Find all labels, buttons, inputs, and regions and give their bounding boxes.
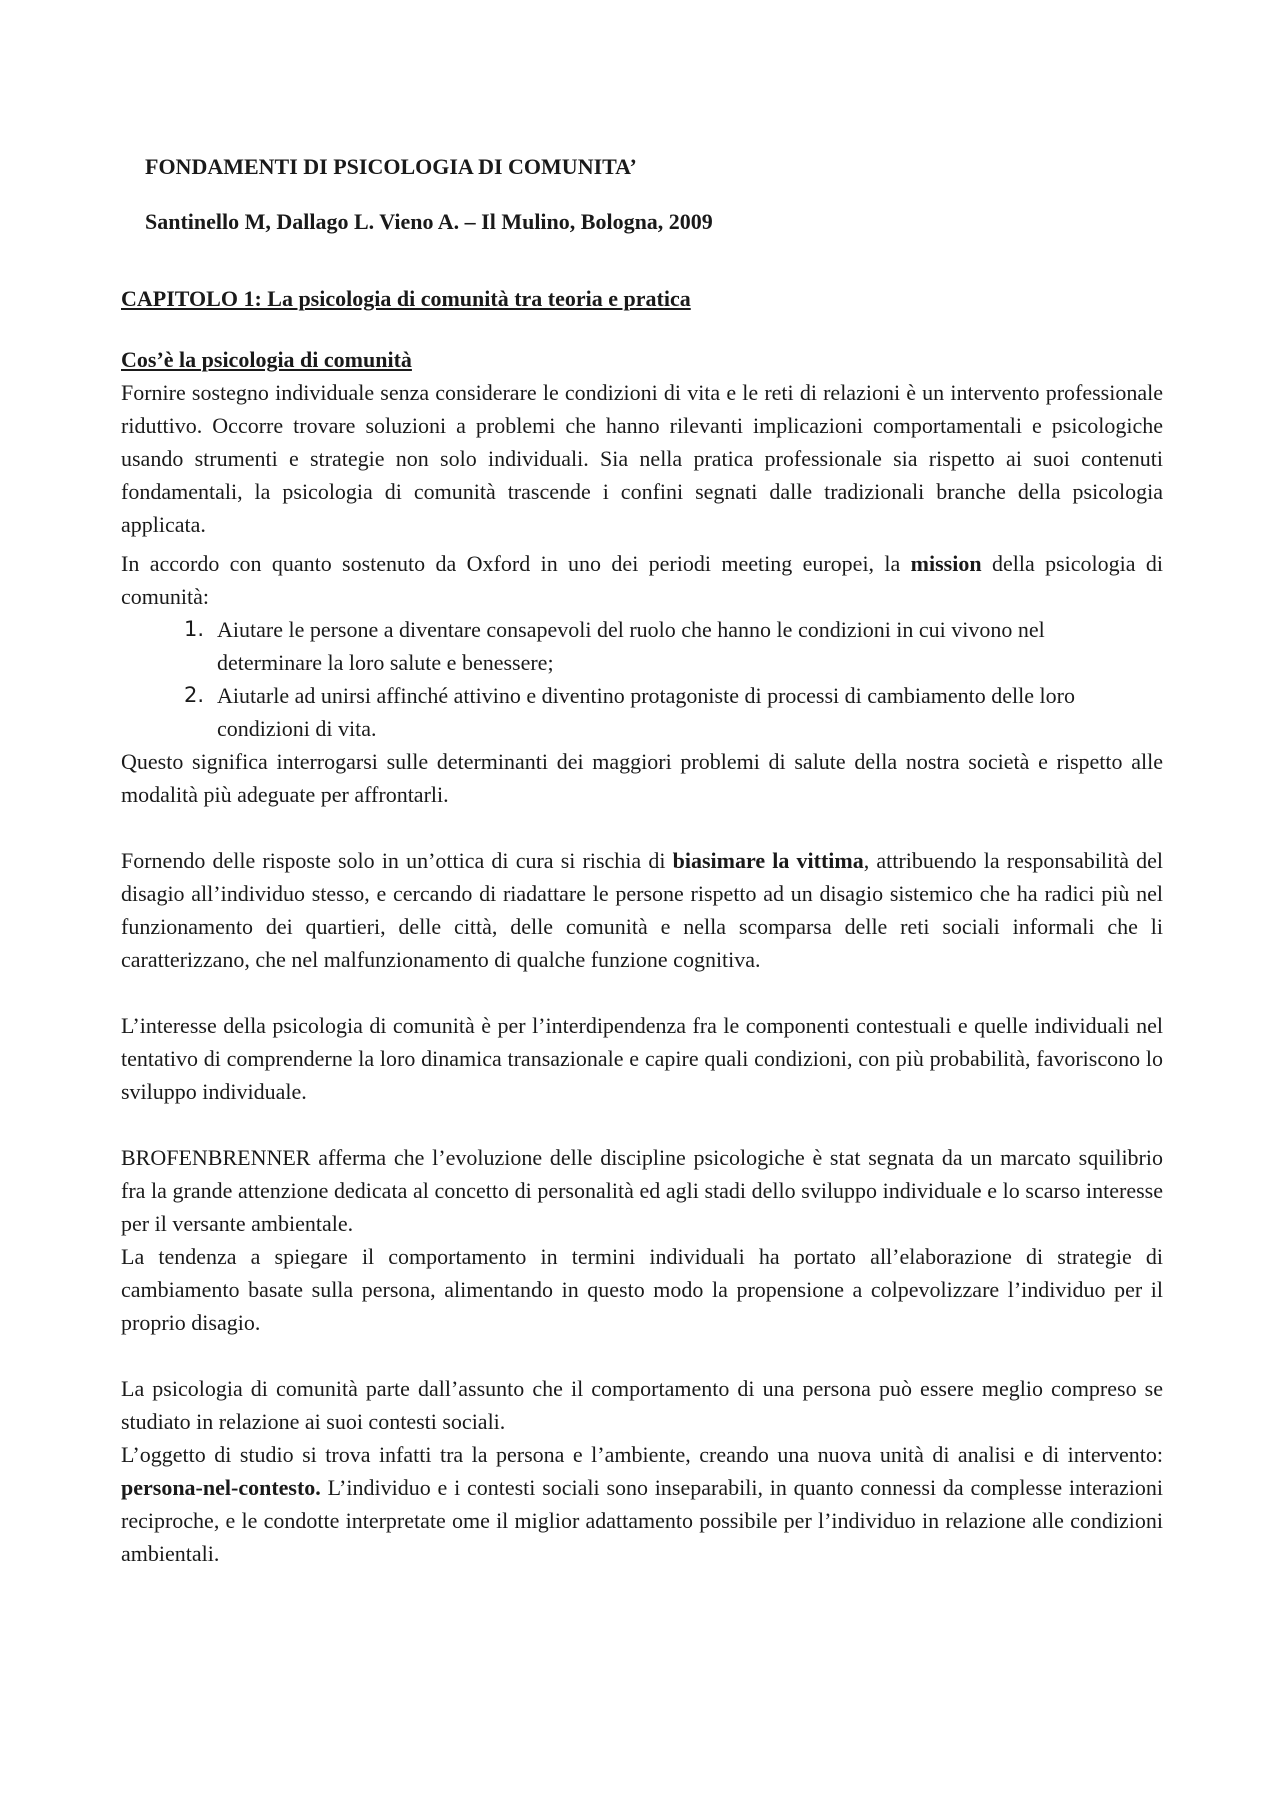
paragraph-2-text-a: In accordo con quanto sostenuto da Oxford in uno dei periodi meeting europei, la [121,551,911,576]
list-item-number: 1. [184,617,205,641]
paragraph-9-bold: persona-nel-contesto. [121,1475,321,1500]
list-item [184,679,1163,745]
chapter-heading: CAPITOLO 1: La psicologia di comunità tra teoria e pratica [121,286,691,311]
paragraph-2-bold: mission [910,551,982,576]
paragraph-7: La tendenza a spiegare il comportamento in termini individuali ha portato all’elaborazione di strategie di cambiamento basate sulla persona, alimentando in questo modo la propensione a colpevolizzare l’individuo per il proprio disagio. [121,1244,1163,1335]
list-item-number: 2. [184,683,205,707]
paragraph-4 [121,844,1163,976]
paragraph-1: Fornire sostegno individuale senza considerare le condizioni di vita e le reti di relazioni è un intervento professionale riduttivo. Occorre trovare soluzioni a problemi che hanno rilevanti implicazioni comportamentali e psicologiche usando strumenti e strategie non solo individuali. Sia nella pratica professionale sia rispetto ai suoi contenuti fondamentali, la psicologia di comunità trascende i confini segnati dalle tradizionali branche della psicologia applicata. [121,380,1163,537]
paragraph-2 [121,547,1163,613]
section-heading: Cos’è la psicologia di comunità [121,347,412,372]
paragraph-9-text-a: L’oggetto di studio si trova infatti tra la persona e l’ambiente, creando una nuova unità di analisi e di intervento: [121,1442,1163,1467]
paragraph-6: BROFENBRENNER afferma che l’evoluzione delle discipline psicologiche è stat segnata da un marcato squilibrio fra la grande attenzione dedicata al concetto di personalità ed agli stadi dello sviluppo individuale e lo scarso interesse per il versante ambientale. [121,1145,1163,1236]
paragraph-4-text-a: Fornendo delle risposte solo in un’ottica di cura si rischia di [121,848,673,873]
paragraph-4-bold: biasimare la vittima [672,848,864,873]
paragraph-8: La psicologia di comunità parte dall’assunto che il comportamento di una persona può essere meglio compreso se studiato in relazione ai suoi contesti sociali. [121,1376,1163,1434]
paragraph-9 [121,1438,1163,1570]
paragraph-5: L’interesse della psicologia di comunità è per l’interdipendenza fra le componenti contestuali e quelle individuali nel tentativo di comprenderne la loro dinamica transazionale e capire quali condizioni, con più probabilità, favoriscono lo sviluppo individuale. [121,1013,1163,1104]
document-title: FONDAMENTI DI PSICOLOGIA DI COMUNITA’ [145,154,637,179]
document-subtitle: Santinello M, Dallago L. Vieno A. – Il Mulino, Bologna, 2009 [145,209,713,234]
paragraph-4-text-b: , attribuendo la responsabilità del disagio all’individuo stesso, e cercando di riadattare le persone rispetto ad un disagio sistemico che ha radici più nel funzionamento dei quartieri, delle città, delle comunità e nella scomparsa delle reti sociali informali che li caratterizzano, che nel malfunzionamento di qualche funzione cognitiva. [121,848,1163,972]
mission-list [121,613,1163,745]
paragraph-3: Questo significa interrogarsi sulle determinanti dei maggiori problemi di salute della nostra società e rispetto alle modalità più adeguate per affrontarli. [121,749,1163,807]
list-item [184,613,1163,679]
paragraph-9-text-b: L’individuo e i contesti sociali sono inseparabili, in quanto connessi da complesse interazioni reciproche, e le condotte interpretate ome il miglior adattamento possibile per l’individuo in relazione alle condizioni ambientali. [121,1475,1163,1566]
paragraph-2-text-b: della psicologia di comunità: [121,551,1163,609]
list-item-text: Aiutarle ad unirsi affinché attivino e diventino protagoniste di processi di cambiamento delle loro condizioni di vita. [217,683,1075,741]
list-item-text: Aiutare le persone a diventare consapevoli del ruolo che hanno le condizioni in cui vivono nel determinare la loro salute e benessere; [217,617,1045,675]
document-page [121,150,1163,1570]
